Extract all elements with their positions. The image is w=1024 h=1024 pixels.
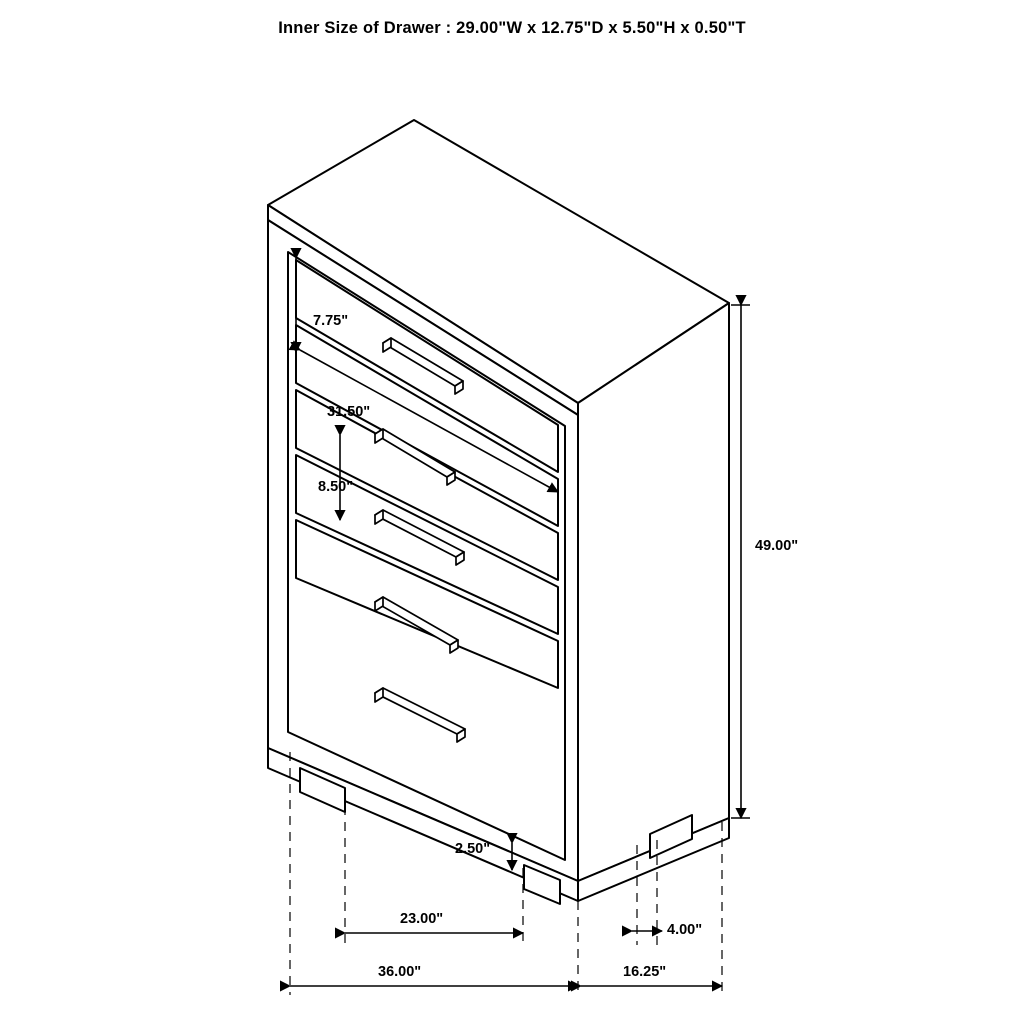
dim-label-49-00: 49.00" (755, 538, 799, 554)
dim-label-23-00: 23.00" (400, 911, 444, 927)
chest-body (268, 120, 729, 904)
dim-label-36-00: 36.00" (378, 964, 422, 980)
dim-label-4-00: 4.00" (667, 922, 703, 938)
dim-label-7-75: 7.75" (313, 313, 349, 329)
dim-label-16-25: 16.25" (623, 964, 667, 980)
chest-right-side-panel (578, 303, 729, 881)
dim-label-31-50: 31.50" (327, 404, 371, 420)
dim-label-8-50: 8.50" (318, 479, 354, 495)
dim-label-2-50: 2.50" (455, 841, 491, 857)
page-title: Inner Size of Drawer : 29.00"W x 12.75"D x 5.50"H x 0.50"T (278, 19, 746, 37)
